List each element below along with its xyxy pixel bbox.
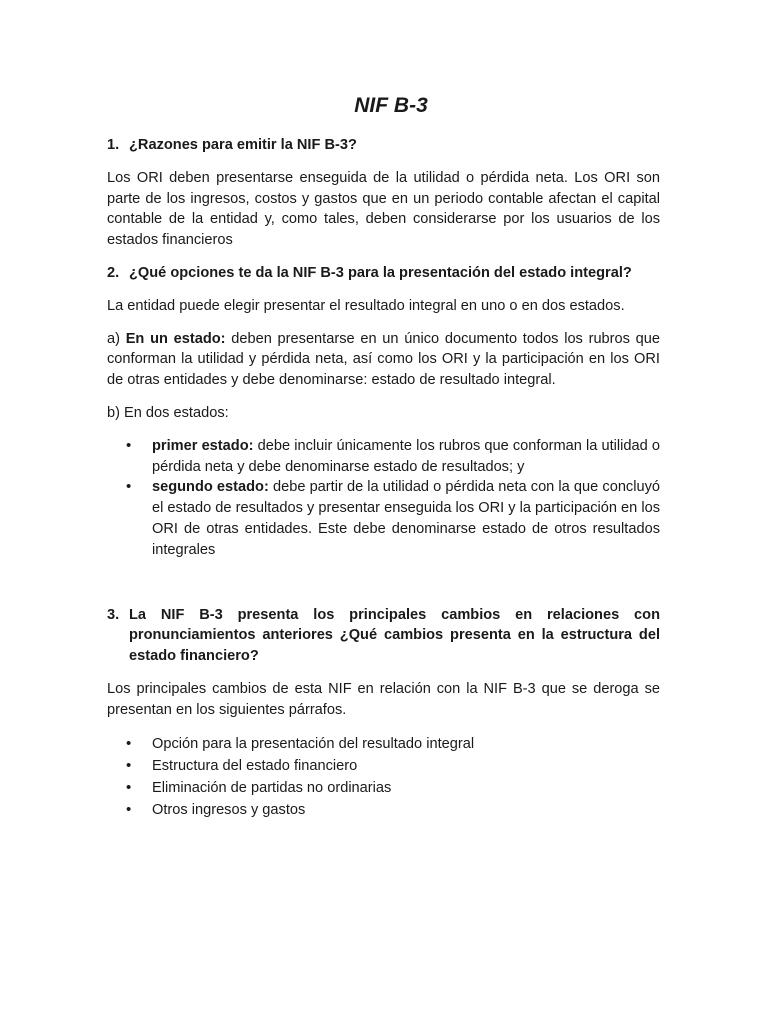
estados-bullet-list [107, 436, 660, 561]
bullet-text: debe partir de la utilidad o pérdida neta con la que concluyó el estado de resultados y presentar enseguida los ORI y la participación en los ORI de otras entidades. Este debe denominarse estado de otros resultados integrales [152, 479, 660, 558]
bullet-label: primer estado: [152, 437, 254, 454]
list-item [107, 436, 660, 478]
option-a-label: En un estado: [125, 330, 226, 347]
question-text: La NIF B-3 presenta los principales cambios en relaciones con pronunciamientos anteriores ¿Qué cambios presenta en la estructura del estado financiero? [129, 606, 660, 665]
question-3 [107, 605, 660, 667]
question-number: 1. [107, 137, 120, 153]
question-text: ¿Razones para emitir la NIF B-3? [129, 137, 357, 153]
list-item [107, 477, 660, 560]
bullet-text: debe incluir únicamente los rubros que conforman la utilidad o pérdida neta y debe denominarse estado de resultados; y [152, 437, 660, 475]
question-number: 3. [107, 606, 120, 623]
list-item: • Opción para la presentación del resultado integral [107, 733, 660, 755]
document-title: NIF B-3 [354, 94, 428, 117]
question-text: ¿Qué opciones te da la NIF B-3 para la presentación del estado integral? [129, 264, 632, 281]
list-item: • Estructura del estado financiero [107, 755, 660, 777]
cambios-bullet-list [107, 733, 660, 821]
question-number: 2. [107, 264, 120, 281]
answer-2-intro: La entidad puede elegir presentar el resultado integral en uno o en dos estados. [107, 297, 625, 314]
question-1 [107, 135, 660, 156]
list-item: • Eliminación de partidas no ordinarias [107, 777, 660, 799]
document-body [107, 135, 660, 821]
option-a-text: deben presentarse en un único documento todos los rubros que conforman la utilidad y pérdida neta, así como los ORI y la participación en los ORI de otras entidades y debe denominarse: estado de resultado integral. [107, 330, 661, 389]
answer-1: Los ORI deben presentarse enseguida de la utilidad o pérdida neta. Los ORI son parte de los ingresos, costos y gastos que en un periodo contable afectan el capital contable de la entidad y, como tales, deben considerarse por los usuarios de los estados financieros [107, 169, 660, 249]
list-item: • Otros ingresos y gastos [107, 799, 660, 821]
answer-3: Los principales cambios de esta NIF en relación con la NIF B-3 que se deroga se presentan en los siguientes párrafos. [107, 680, 660, 718]
bullet-label: segundo estado: [152, 479, 269, 496]
option-a-paragraph [107, 329, 660, 391]
option-b-paragraph: b) En dos estados: [107, 404, 229, 421]
option-a-prefix: a) [107, 330, 126, 347]
question-2 [107, 263, 660, 284]
